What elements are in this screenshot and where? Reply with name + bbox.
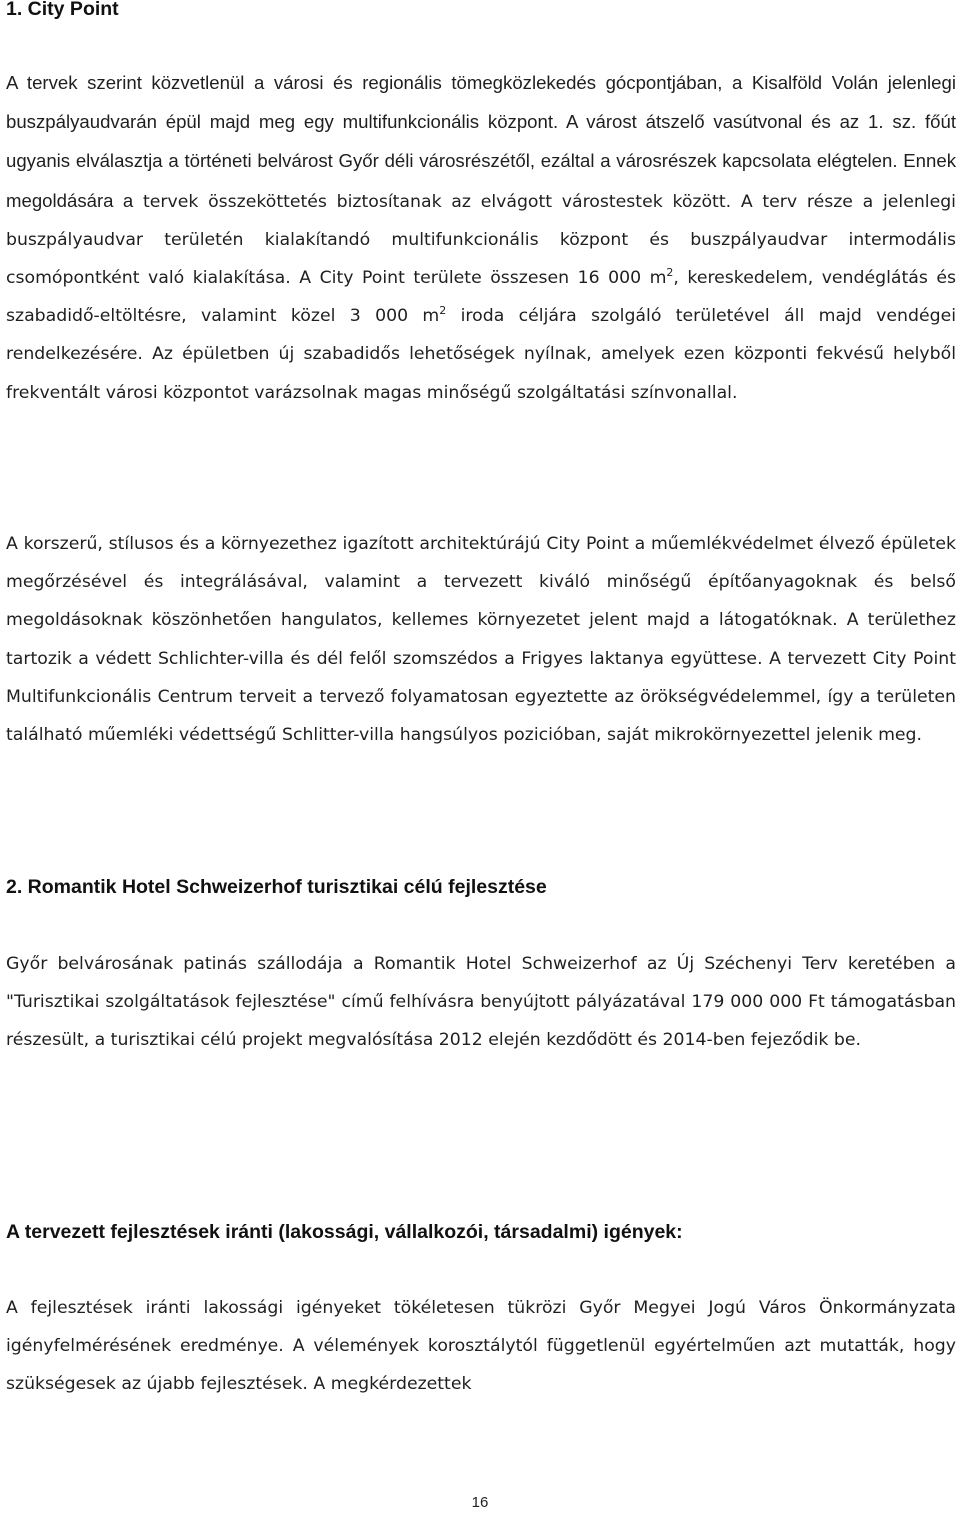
paragraph-city-point-architecture: A korszerű, stílusos és a környezethez igazított architektúrájú City Point a műemlékvédelmet élvező épületek megőrzésével és integrálásával, valamint a tervezett kiváló minőségű építőanyagoknak és belső megoldásoknak köszönhetően hangulatos, kellemes környezetet jelent majd a látogatóknak. A területhez tartozik a védett Schlichter-villa és dél felől szomszédos a Frigyes laktanya együttese. A tervezett City Point Multifunkcionális Centrum terveit a tervező folyamatosan egyeztette az örökségvédelemmel, így a területen található műemléki védettségű Schlitter-villa hangsúlyos pozicióban, saját mikrokörnyezettel jelenik meg.: [6, 534, 956, 746]
paragraph-development-needs: A fejlesztések iránti lakossági igényeket tökéletesen tükrözi Győr Megyei Jogú Város Önkormányzata igényfelmérésének eredménye. A vélemények korosztálytól függetlenül egyértelműen azt mutatták, hogy szükségesek az újabb fejlesztések. A megkérdezettek: [6, 1298, 956, 1395]
paragraph-romantik-hotel: Győr belvárosának patinás szállodája a Romantik Hotel Schweizerhof az Új Széchenyi Terv keretében a "Turisztikai szolgáltatások fejlesztése" című felhívásra benyújtott pályázatával 179 000 000 Ft támogatásban részesült, a turisztikai célú projekt megvalósítása 2012 elején kezdődött és 2014-ben fejeződik be.: [6, 954, 956, 1051]
paragraph-text-run: A tervek szerint közvetlenül a városi és regionális tömegközlekedés gócpontjában, a Kisalföld Volán jelenlegi buszpályaudvarán épül majd meg egy multifunkcionális központ. A várost átszelő vasútvonal és az 1. sz. főút ugyanis elválasztja a történeti belvárost Győr déli városrészétől, ezáltal a városrészek kapcsolata elégtelen. Ennek megoldására a: [6, 72, 956, 211]
paragraph-text-run: iroda céljára szolgáló területével áll majd vendégei rendelkezésére. Az épületben új szabadidős lehetőségek nyílnak, amelyek ezen központi fekvésű helyből frekventált városi központot varázsolnak magas minőségű szolgáltatási színvonallal.: [6, 306, 957, 403]
superscript-exponent: 2: [666, 266, 674, 280]
page-number: 16: [471, 1494, 489, 1511]
section-heading-city-point: 1. City Point: [6, 0, 119, 20]
paragraph-text-run: , kereskedelem, vendéglátás és szabadidő-eltöltésre, valamint közel 3 000 m: [6, 268, 956, 327]
paragraph-text-run: tervek összeköttetés biztosítanak az elvágott várostestek között. A terv része a jelenlegi buszpályaudvar területén kialakítandó multifunkcionális központ és buszpályaudvar intermodális csomópontként való kialakítása. A City Point területe összesen 16 000 m: [6, 191, 956, 289]
superscript-exponent: 2: [439, 304, 447, 318]
section-heading-development-needs: A tervezett fejlesztések iránti (lakossági, vállalkozói, társadalmi) igények:: [6, 1221, 683, 1243]
section-heading-romantik-hotel: 2. Romantik Hotel Schweizerhof turisztikai célú fejlesztése: [6, 876, 547, 898]
paragraph-city-point-intro: [6, 64, 956, 412]
